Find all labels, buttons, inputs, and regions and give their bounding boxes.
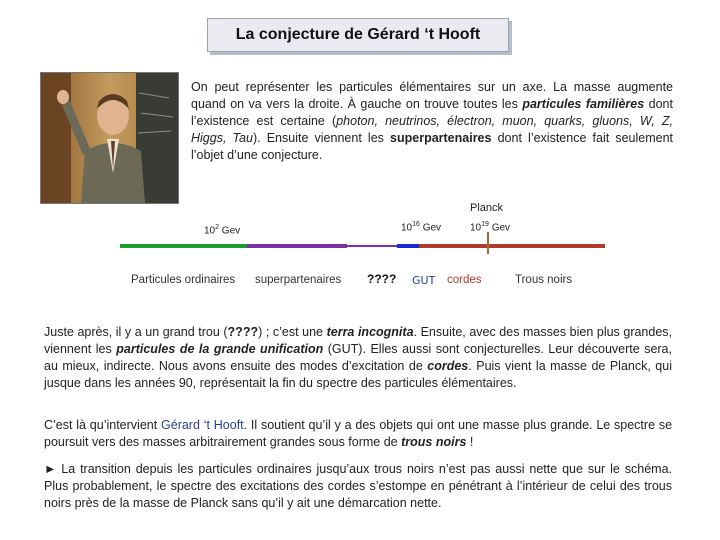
intro-paragraph: On peut représenter les particules élémentaires sur un axe. La masse augmente quand on va vers la droite. À gauche on trouve toutes les particules familières dont l’existence est certaine (photon, neutrinos, électron, muon, quarks, gluons, W, Z, Higgs, Tau). Ensuite viennent les superpartenaires dont l’existence fait seulement l’objet d’une conjecture. [191, 80, 674, 162]
axis-segment-ordinary [120, 244, 247, 248]
axis-segment-gut [397, 244, 419, 248]
strings-label: cordes [447, 274, 482, 286]
superpartners-term: superpartenaires [390, 131, 492, 145]
energy-label-3: $10^{19}$ Gev [470, 221, 511, 234]
gut-label: GUT [412, 274, 436, 287]
portrait-illustration [41, 73, 178, 203]
paragraph-2: C’est là qu’intervient Gérard ‘t Hooft. Il soutient qu’il y a des objets qui ont une masse plus grande. Le spectre se poursuit vers des masses arbitrairement grandes sous forme de trous noirs ! [44, 418, 673, 449]
portrait-photo [40, 72, 179, 204]
unknown-label: ???? [367, 272, 397, 286]
grand-unification-term: particules de la grande unification [116, 342, 324, 356]
energy-label-2: $10^{16}$ Gev [401, 221, 442, 234]
planck-tick [487, 232, 489, 254]
page-title [207, 18, 509, 52]
strings-term: cordes [427, 359, 469, 373]
superpartners-label: superpartenaires [255, 274, 342, 286]
terra-incognita-term: terra incognita [326, 325, 414, 339]
energy-label-1: $10^2$ Gev [204, 224, 241, 237]
unknown-marker: ???? [227, 325, 259, 339]
arrow-icon: ► [44, 462, 57, 476]
axis-segment-gap [347, 245, 397, 247]
axis-segment-superpartners [247, 244, 347, 248]
paragraph-3: ► La transition depuis les particules ordinaires jusqu’aux trous noirs n’est pas aussi nette que sur le schéma. Plus probablement, le spectre des excitations des cordes s’estompe en pénétrant à l’intérieur de celui des trous noirs près de la masse de Planck sans qu’il y ait une démarcation nette. [44, 462, 672, 510]
title-text: La conjecture de Gérard ‘t Hooft [235, 26, 481, 43]
axis-segment-strings [419, 244, 495, 248]
black-holes-term: trous noirs [401, 435, 467, 449]
familiar-particles-term: particules familières [522, 97, 645, 111]
black-holes-label: Trous noirs [515, 274, 573, 286]
ordinary-particles-label: Particules ordinaires [131, 274, 236, 286]
particle-list: photon, neutrinos, électron, muon, quarks, gluons, W, Z, Higgs, Tau [191, 114, 673, 145]
thooft-name: Gérard ‘t Hooft [161, 418, 244, 432]
paragraph-1: Juste après, il y a un grand trou (????) ; c’est une terra incognita. Ensuite, avec des masses bien plus grandes, viennent les particules de la grande unification (GUT). Elles aussi sont conjecturelles. Leur découverte sera, au mieux, indirecte. Nous avons ensuite des modes d’excitation de cordes. Puis vient la masse de Planck, qui jusque dans les années 90, représentait la fin du spectre des particules élémentaires. [44, 325, 673, 390]
axis-segment-black-holes [495, 244, 605, 248]
planck-label: Planck [470, 202, 504, 214]
